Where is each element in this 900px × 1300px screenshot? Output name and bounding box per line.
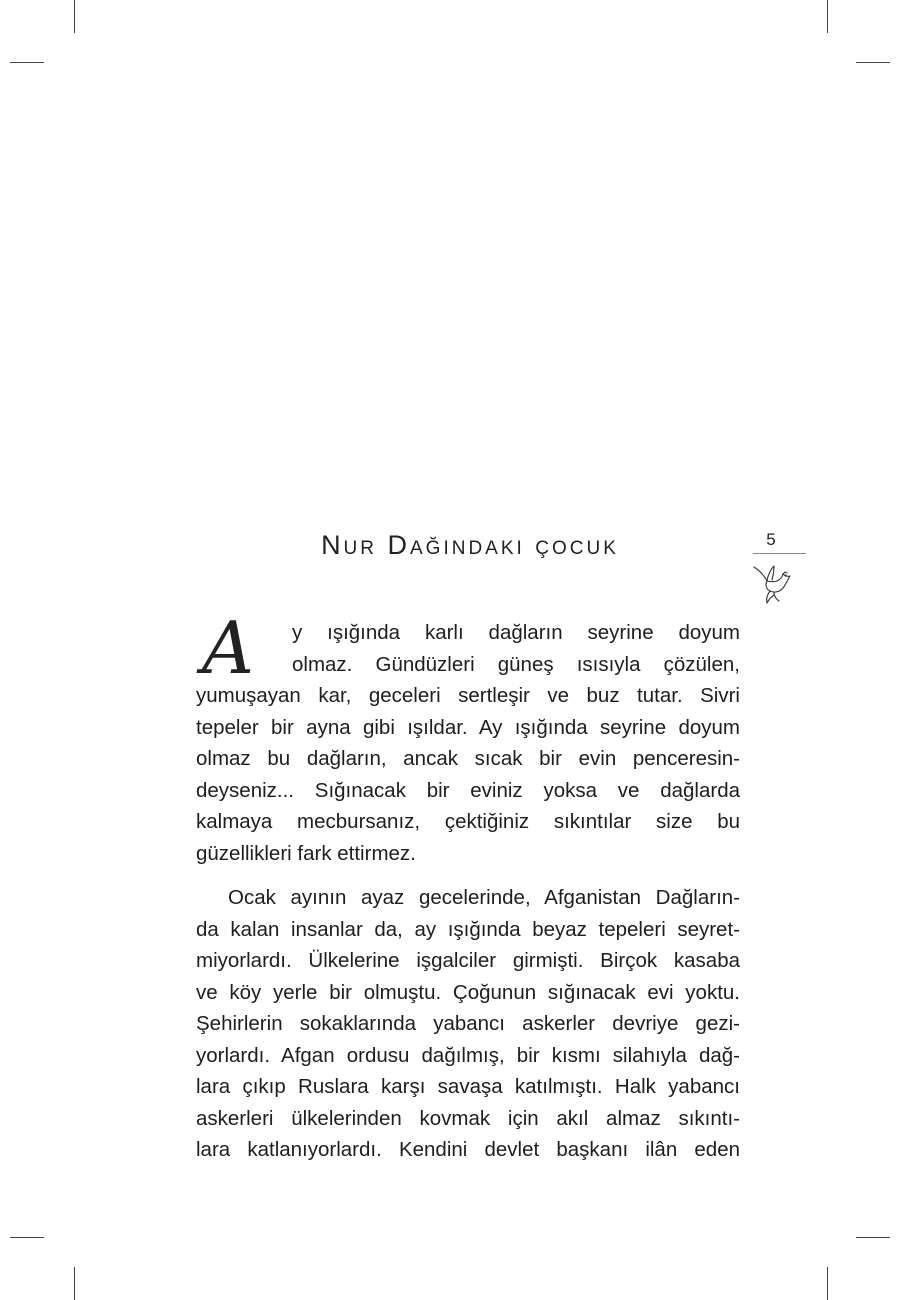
dove-icon <box>752 561 792 605</box>
text-line: miyorlardı. Ülkelerine işgalciler girmişti. Birçok kasaba <box>196 949 740 972</box>
page-number-rule <box>753 553 806 554</box>
text-line: yorlardı. Afgan ordusu dağılmış, bir kısmı silahıyla dağ- <box>196 1043 740 1067</box>
text-line: y ışığında karlı dağların seyrine doyum <box>292 621 740 644</box>
text-line: deyseniz... Sığınacak bir eviniz yoksa ve dağlarda <box>196 778 740 802</box>
text-line: güzellikleri fark ettirmez. <box>196 841 416 865</box>
text-line: lara katlanıyorlardı. Kendini devlet başkanı ilân eden <box>196 1138 740 1161</box>
crop-mark-right-top <box>856 62 890 63</box>
crop-mark-left-bottom <box>10 1237 44 1238</box>
crop-mark-top-left <box>74 0 75 33</box>
text-line: Şehirlerin sokaklarında yabancı askerler devriye gezi- <box>196 1012 740 1035</box>
crop-mark-bottom-left <box>74 1267 75 1300</box>
chapter-title: Nur Dağındaki çocuk <box>321 530 619 560</box>
chapter-body <box>196 617 740 1166</box>
drop-cap: A <box>202 606 254 690</box>
text-line: Ocak ayının ayaz gecelerinde, Afganistan Dağların- <box>228 886 740 909</box>
page-number: 5 <box>766 530 776 549</box>
crop-mark-left-top <box>10 62 44 63</box>
crop-mark-right-bottom <box>856 1237 890 1238</box>
paragraph-1 <box>196 617 740 869</box>
text-line: ve köy yerle bir olmuştu. Çoğunun sığınacak evi yoktu. <box>196 980 740 1004</box>
text-line: olmaz. Gündüzleri güneş ısısıyla çözülen, <box>292 652 740 676</box>
text-line: kalmaya mecbursanız, çektiğiniz sıkıntılar size bu <box>196 810 740 833</box>
text-line: da kalan insanlar da, ay ışığında beyaz tepeleri seyret- <box>196 917 740 941</box>
text-line: yumuşayan kar, geceleri sertleşir ve buz tutar. Sivri <box>196 684 740 707</box>
paragraph-2 <box>196 882 740 1166</box>
crop-mark-bottom-right <box>827 1267 828 1300</box>
text-line: askerleri ülkelerinden kovmak için akıl almaz sıkıntı- <box>196 1106 740 1130</box>
text-line: tepeler bir ayna gibi ışıldar. Ay ışığında seyrine doyum <box>196 715 740 739</box>
text-line: olmaz bu dağların, ancak sıcak bir evin penceresin- <box>196 747 740 770</box>
crop-mark-top-right <box>827 0 828 33</box>
text-line: lara çıkıp Ruslara karşı savaşa katılmıştı. Halk yabancı <box>196 1075 740 1098</box>
